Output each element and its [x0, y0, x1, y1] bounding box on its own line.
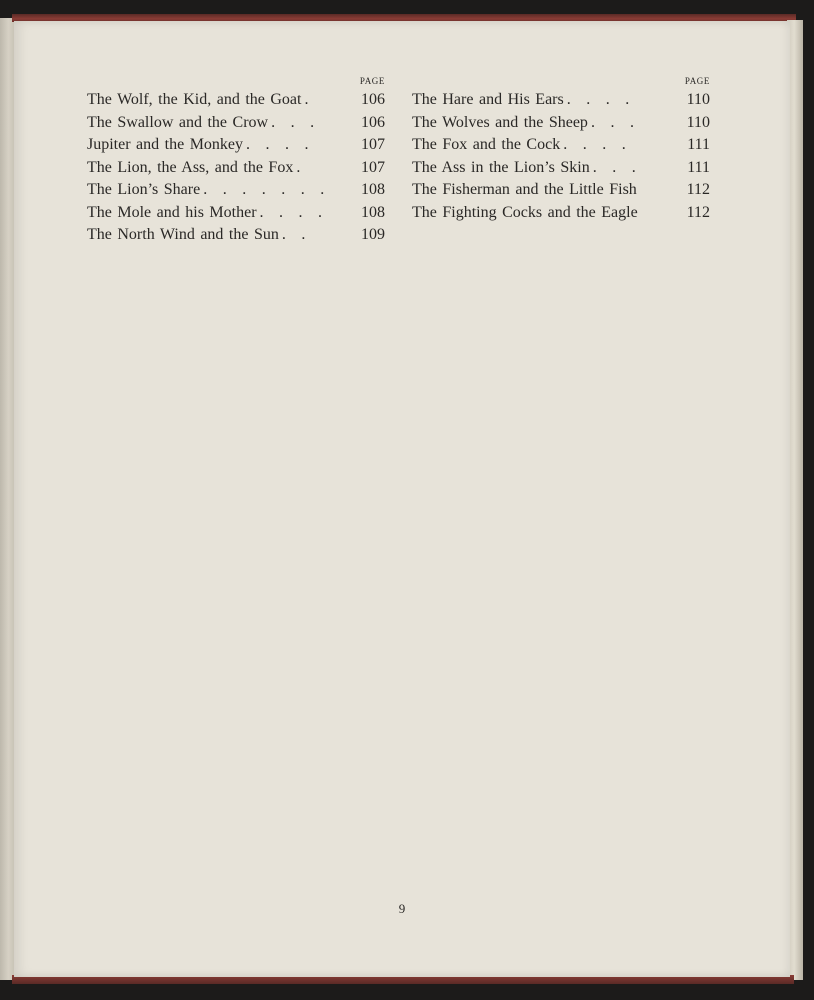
contents-entry [87, 224, 385, 247]
entry-title: The Swallow and the Crow [87, 113, 269, 131]
dot-leader: . . [281, 226, 311, 243]
entry-title: The Lion, the Ass, and the Fox [87, 158, 294, 176]
entry-page-number: 107 [361, 136, 385, 153]
entry-title: The Mole and his Mother [87, 203, 257, 221]
entry-page-number: 106 [361, 113, 385, 131]
entry-page-number: 108 [361, 181, 385, 198]
contents-column-left [87, 75, 385, 247]
entry-page-number: 109 [361, 226, 385, 243]
dot-leader: . . . [592, 158, 641, 176]
entry-title: Jupiter and the Monkey [87, 136, 244, 153]
entry-title: The Wolves and the Sheep [412, 113, 588, 131]
dot-leader: . . . [590, 113, 639, 131]
contents-entry [87, 202, 385, 225]
contents-entry [87, 157, 385, 180]
page-column-heading: PAGE [359, 76, 385, 86]
entry-page-number: 106 [361, 91, 385, 108]
contents-entry [412, 157, 710, 180]
contents-entry [412, 134, 710, 157]
contents-column-right [412, 75, 710, 224]
entry-title: The Hare and His Ears [412, 91, 564, 108]
entry-title: The North Wind and the Sun [87, 226, 279, 243]
entry-page-number: 111 [687, 158, 710, 176]
book-page [14, 21, 790, 977]
entry-page-number: 112 [686, 203, 710, 221]
dot-leader: . . . . [563, 136, 631, 153]
contents-entry [87, 134, 385, 157]
dot-leader: . . . . [566, 91, 635, 108]
contents-entry [412, 202, 710, 225]
entry-title: The Wolf, the Kid, and the Goat [87, 91, 302, 108]
entry-page-number: 110 [686, 113, 710, 131]
dot-leader: . [296, 158, 306, 176]
entry-title: The Lion’s Share [87, 181, 201, 198]
entry-page-number: 112 [686, 181, 710, 198]
entry-page-number: 108 [361, 203, 385, 221]
entry-title: The Fisherman and the Little Fish [412, 181, 637, 198]
contents-entry [87, 112, 385, 135]
contents-entry [412, 112, 710, 135]
book-binding-left [0, 18, 15, 980]
contents-entry [412, 89, 710, 112]
dot-leader: . [304, 91, 314, 108]
contents-entry [87, 179, 385, 202]
dot-leader: . . . . [259, 203, 328, 221]
entry-page-number: 107 [361, 158, 385, 176]
entry-title: The Ass in the Lion’s Skin [412, 158, 590, 176]
entry-page-number: 111 [687, 136, 710, 153]
dot-leader: . . . [271, 113, 320, 131]
dot-leader: . . . . [246, 136, 314, 153]
entry-title: The Fox and the Cock [412, 136, 561, 153]
contents-entry [412, 179, 710, 202]
page-column-heading: PAGE [684, 76, 710, 86]
entry-title: The Fighting Cocks and the Eagle [412, 203, 638, 221]
dot-leader: . . . . . . . [203, 181, 330, 198]
contents-entry [87, 89, 385, 112]
entry-page-number: 110 [686, 91, 710, 108]
page-number-folio: 9 [398, 901, 406, 916]
